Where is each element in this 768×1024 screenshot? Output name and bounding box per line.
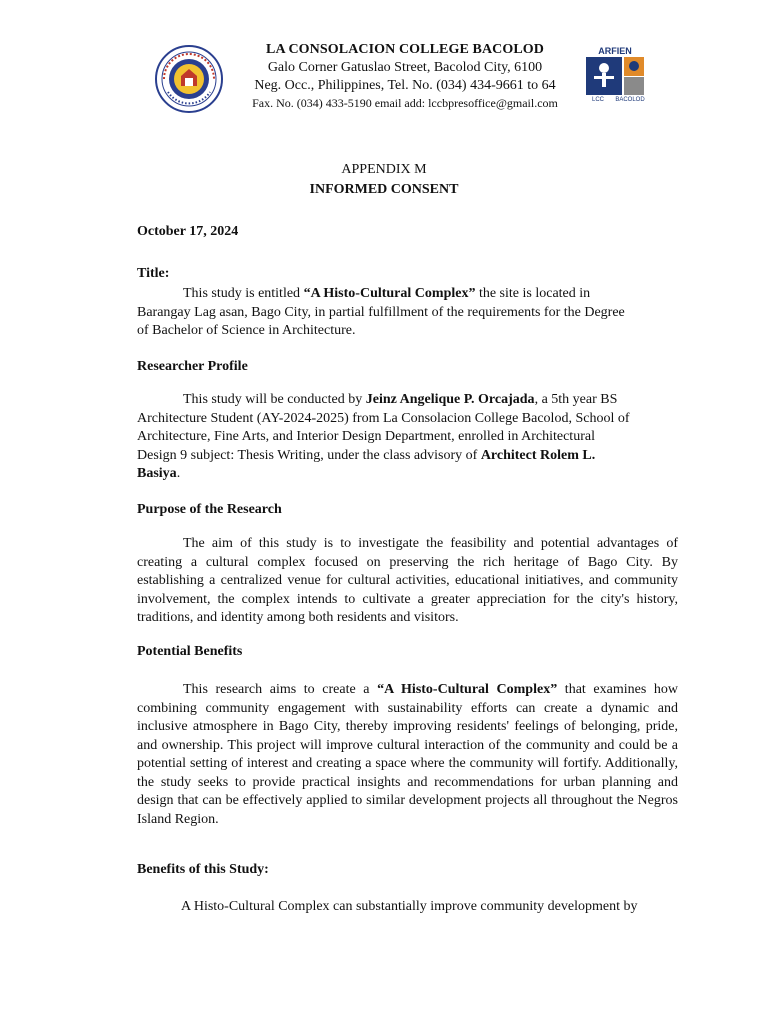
title-line-2: Barangay Lag asan, Bago City, in partial fulfillment of the requirements for the Degree	[137, 304, 625, 320]
college-fax-email: Fax. No. (034) 433-5190 email add: lccbpresoffice@gmail.com	[252, 96, 558, 110]
researcher-profile-heading: Researcher Profile	[137, 359, 248, 374]
benefits-of-study-first-line: A Histo-Cultural Complex can substantially improve community development by	[181, 899, 638, 914]
potential-benefits-paragraph	[137, 681, 678, 829]
college-contact: Neg. Occ., Philippines, Tel. No. (034) 434-9661 to 64	[254, 78, 556, 93]
researcher-intro: This study will be conducted by	[183, 392, 366, 407]
logo-top-text: ARFIEN	[598, 46, 632, 56]
benefits-study-title: “A Histo-Cultural Complex”	[377, 682, 558, 697]
appendix-label: APPENDIX M	[341, 162, 427, 177]
researcher-line-3: Architecture, Fine Arts, and Interior Design Department, enrolled in Architectural	[137, 429, 595, 444]
researcher-line-4: Design 9 subject: Thesis Writing, under the class advisory of	[137, 447, 481, 463]
college-seal-logo	[154, 44, 224, 114]
purpose-heading: Purpose of the Research	[137, 502, 282, 517]
researcher-rest: , a 5th year BS	[534, 392, 618, 407]
letterhead	[230, 41, 580, 112]
title-paragraph	[137, 285, 678, 341]
adviser-name-part2: Basiya	[137, 466, 177, 481]
college-name: LA CONSOLACION COLLEGE BACOLOD	[266, 42, 544, 57]
potential-benefits-heading: Potential Benefits	[137, 644, 243, 659]
logo-bottom-right-text: BACOLOD	[615, 97, 645, 102]
adviser-name-part1: Architect Rolem L.	[480, 447, 596, 463]
study-title: “A Histo-Cultural Complex”	[303, 286, 476, 301]
benefits-intro: This research aims to create a	[183, 682, 378, 697]
benefits-of-study-paragraph	[137, 898, 678, 917]
document-title: INFORMED CONSENT	[309, 182, 459, 197]
college-address: Galo Corner Gatuslao Street, Bacolod City, 6100	[267, 60, 543, 75]
title-intro: This study is entitled	[183, 286, 304, 301]
purpose-paragraph	[137, 535, 678, 628]
benefits-of-study-heading: Benefits of this Study:	[137, 862, 269, 877]
department-logo	[584, 46, 646, 102]
title-rest: the site is located in	[475, 286, 591, 301]
benefits-body: that examines how combining community engagement with sustainability efforts can create a dynamic and inclusive atmosphere in Bago City, thereby improving residents' feelings of belonging, pride, and ownership. This project will improve cultural interaction of the community and could be a potential setting of interest and creating a space where the community will fortify. Additionally, the study seeks to provide practical insights and recommendations for urban planning and design that can be effectively applied to similar development projects all throughout the Negros Island Region.	[137, 682, 678, 827]
researcher-line-2: Architecture Student (AY-2024-2025) from La Consolacion College Bacolod, School of	[137, 410, 630, 426]
researcher-period: .	[176, 466, 181, 481]
title-line-3: of Bachelor of Science in Architecture.	[137, 323, 356, 338]
researcher-profile-paragraph	[137, 391, 678, 484]
logo-bottom-left-text: LCC	[591, 97, 605, 102]
purpose-body: The aim of this study is to investigate the feasibility and potential advantages of creating a cultural complex focused on preserving the rich heritage of Bago City. By establishing a centralized venue for cultural activities, educational initiatives, and community involvement, the complex intends to cultivate a greater appreciation for the city's history, traditions, and identity among both residents and visitors.	[137, 536, 678, 625]
researcher-name: Jeinz Angelique P. Orcajada	[365, 392, 535, 407]
title-heading: Title:	[137, 266, 170, 281]
document-date: October 17, 2024	[137, 224, 239, 239]
